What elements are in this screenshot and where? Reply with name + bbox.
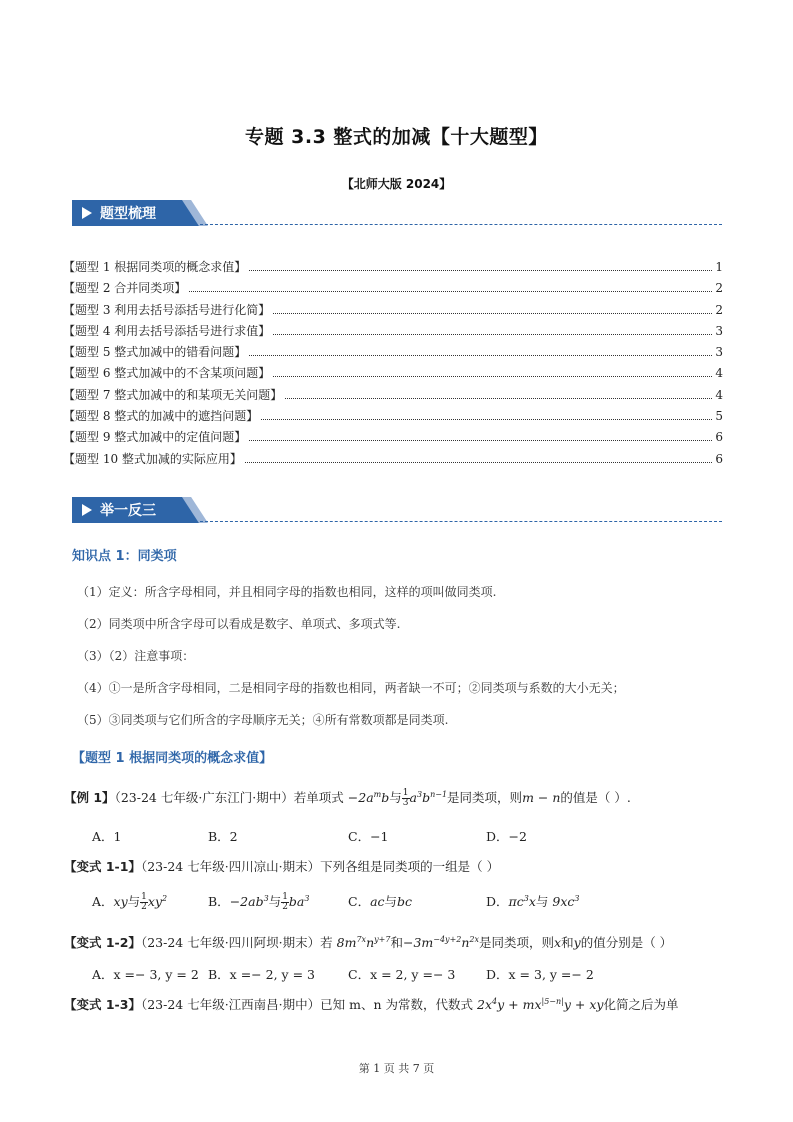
example-tag: 【例 1】	[64, 790, 115, 805]
practice-banner	[72, 497, 722, 523]
option-d[interactable]: D．x = 3, y =− 2	[486, 967, 594, 982]
option-c[interactable]: C．ac与bc	[348, 894, 413, 909]
document-title: 专题 3.3 整式的加减【十大题型】	[245, 126, 548, 148]
page-footer: 第 1 页 共 7 页	[358, 1062, 435, 1075]
table-of-contents	[63, 258, 723, 471]
toc-entry[interactable]: 【题型 8 整式的加减中的遮挡问题】 5	[63, 409, 723, 424]
toc-entry[interactable]: 【题型 5 整式加减中的错看问题】 3	[63, 345, 723, 360]
knowledge-item: （1）定义：所含字母相同，并且相同字母的指数也相同，这样的项叫做同类项.	[77, 585, 497, 599]
toc-entry[interactable]: 【题型 1 根据同类项的概念求值】 1	[63, 260, 723, 274]
section-title: 【题型 1 根据同类项的概念求值】	[72, 751, 273, 766]
variant-question: 【变式 1-2】（23-24 七年级·四川阿坝·期末）若 $8m^{7x}n^{y+7}$和$-3m^{-4y+2}n^{2x}$是同类项，则x和y的值分别是（ ）	[64, 934, 673, 950]
option-b[interactable]: B．x =− 2, y = 3	[208, 967, 315, 982]
play-icon	[82, 207, 92, 219]
example-question: 【例 1】（23-24 七年级·广东江门·期中）若单项式 $-2a^mb$与 $\frac{1}{3}$ $a^3b^{n-1}$是同类项，则m − n的值是（ ）.	[64, 788, 631, 808]
variant-question: 【变式 1-3】（23-24 七年级·江西南昌·期中）已知 m、n 为常数，代数式 $2x^4y + mx^{|5-n|}y$ + xy化简之后为单	[64, 996, 679, 1012]
option-d[interactable]: D．−2	[486, 829, 527, 844]
variant-tag: 【变式 1-3】	[64, 997, 141, 1012]
source: （23-24 七年级·江西南昌·期中）	[140, 997, 321, 1012]
toc-entry[interactable]: 【题型 7 整式加减中的和某项无关问题】 4	[63, 387, 723, 402]
edition-label: 【北师大版 2024】	[341, 177, 452, 191]
variant-tag: 【变式 1-2】	[64, 935, 141, 950]
knowledge-item: （2）同类项中所含字母可以看成是数字、单项式、多项式等.	[77, 617, 401, 631]
toc-entry[interactable]: 【题型 2 合并同类项】 2	[63, 281, 723, 296]
outline-banner-label: 题型梳理	[100, 206, 156, 222]
toc-entry[interactable]: 【题型 3 利用去括号添括号进行化简】 2	[63, 302, 723, 317]
source: （23-24 七年级·四川阿坝·期末）	[140, 935, 321, 950]
option-a[interactable]: A．x =− 3, y = 2	[92, 967, 199, 982]
variant-tag: 【变式 1-1】	[64, 859, 141, 874]
toc-entry[interactable]: 【题型 9 整式加减中的定值问题】 6	[63, 430, 723, 445]
option-c[interactable]: C．x = 2, y =− 3	[348, 967, 456, 982]
source: （23-24 七年级·四川凉山·期末）	[140, 859, 321, 874]
variant-question: 【变式 1-1】（23-24 七年级·四川凉山·期末）下列各组是同类项的一组是（ ）	[64, 859, 500, 874]
option-a[interactable]: A．xy与 $\frac{1}{2}$ $xy^2$	[92, 892, 168, 912]
source: （23-24 七年级·广东江门·期中）	[114, 790, 294, 805]
toc-entry[interactable]: 【题型 6 整式加减中的不含某项问题】 4	[63, 366, 723, 381]
option-b[interactable]: B．2	[208, 829, 238, 844]
option-b[interactable]: B．$-2ab^3$与 $\frac{1}{2}$ $ba^3$	[208, 892, 310, 912]
play-icon	[82, 504, 92, 516]
toc-entry[interactable]: 【题型 10 整式加减的实际应用】 6	[63, 451, 723, 466]
knowledge-item: （5）③同类项与它们所含的字母顺序无关；④所有常数项都是同类项.	[77, 713, 449, 727]
option-d[interactable]: D．$\pi c^3x$与 $9xc^3$	[486, 893, 580, 909]
practice-banner-label: 举一反三	[100, 503, 156, 519]
option-a[interactable]: A．1	[92, 829, 122, 844]
outline-banner	[72, 200, 722, 226]
option-c[interactable]: C．−1	[348, 829, 389, 844]
knowledge-point-title: 知识点 1：同类项	[72, 549, 177, 564]
knowledge-item: （4）①一是所含字母相同，二是相同字母的指数也相同，两者缺一不可；②同类项与系数的大小无关；	[77, 681, 625, 695]
knowledge-item: （3）（2）注意事项：	[77, 649, 195, 663]
toc-entry[interactable]: 【题型 4 利用去括号添括号进行求值】 3	[63, 323, 723, 338]
